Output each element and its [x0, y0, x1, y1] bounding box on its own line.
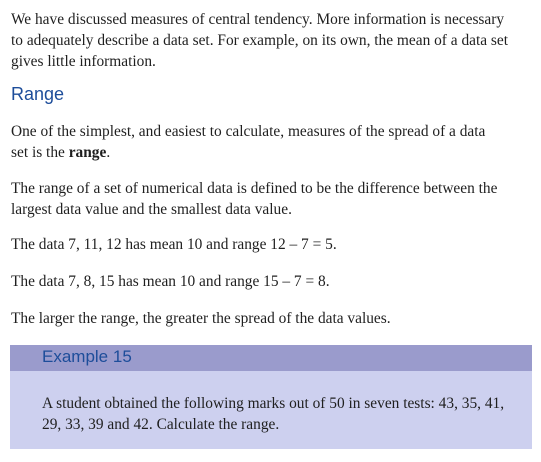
para1-end: . — [106, 144, 111, 161]
example-box — [10, 345, 532, 449]
range-definition-intro — [11, 121, 491, 163]
example-title: Example 15 — [42, 347, 132, 366]
range-term: range — [68, 144, 107, 161]
intro-paragraph: We have discussed measures of central tendency. More information is necessary to adequately describe a data set. For example, on its own, the mean of a data set gives little information. — [11, 11, 509, 70]
example-data-1: The data 7, 11, 12 has mean 10 and range 12 – 7 = 5. — [11, 236, 337, 253]
spread-conclusion: The larger the range, the greater the spread of the data values. — [11, 310, 391, 327]
example-body: A student obtained the following marks out of 50 in seven tests: 43, 35, 41, 29, 33, 39 and 42. Calculate the range. — [42, 395, 505, 433]
example-data-2: The data 7, 8, 15 has mean 10 and range 15 – 7 = 8. — [11, 273, 330, 290]
range-definition: The range of a set of numerical data is defined to be the difference between the largest data value and the smallest data value. — [11, 180, 498, 218]
para1-text: One of the simplest, and easiest to calculate, measures of the spread of a data set is the — [11, 123, 486, 161]
section-heading: Range — [11, 84, 65, 104]
